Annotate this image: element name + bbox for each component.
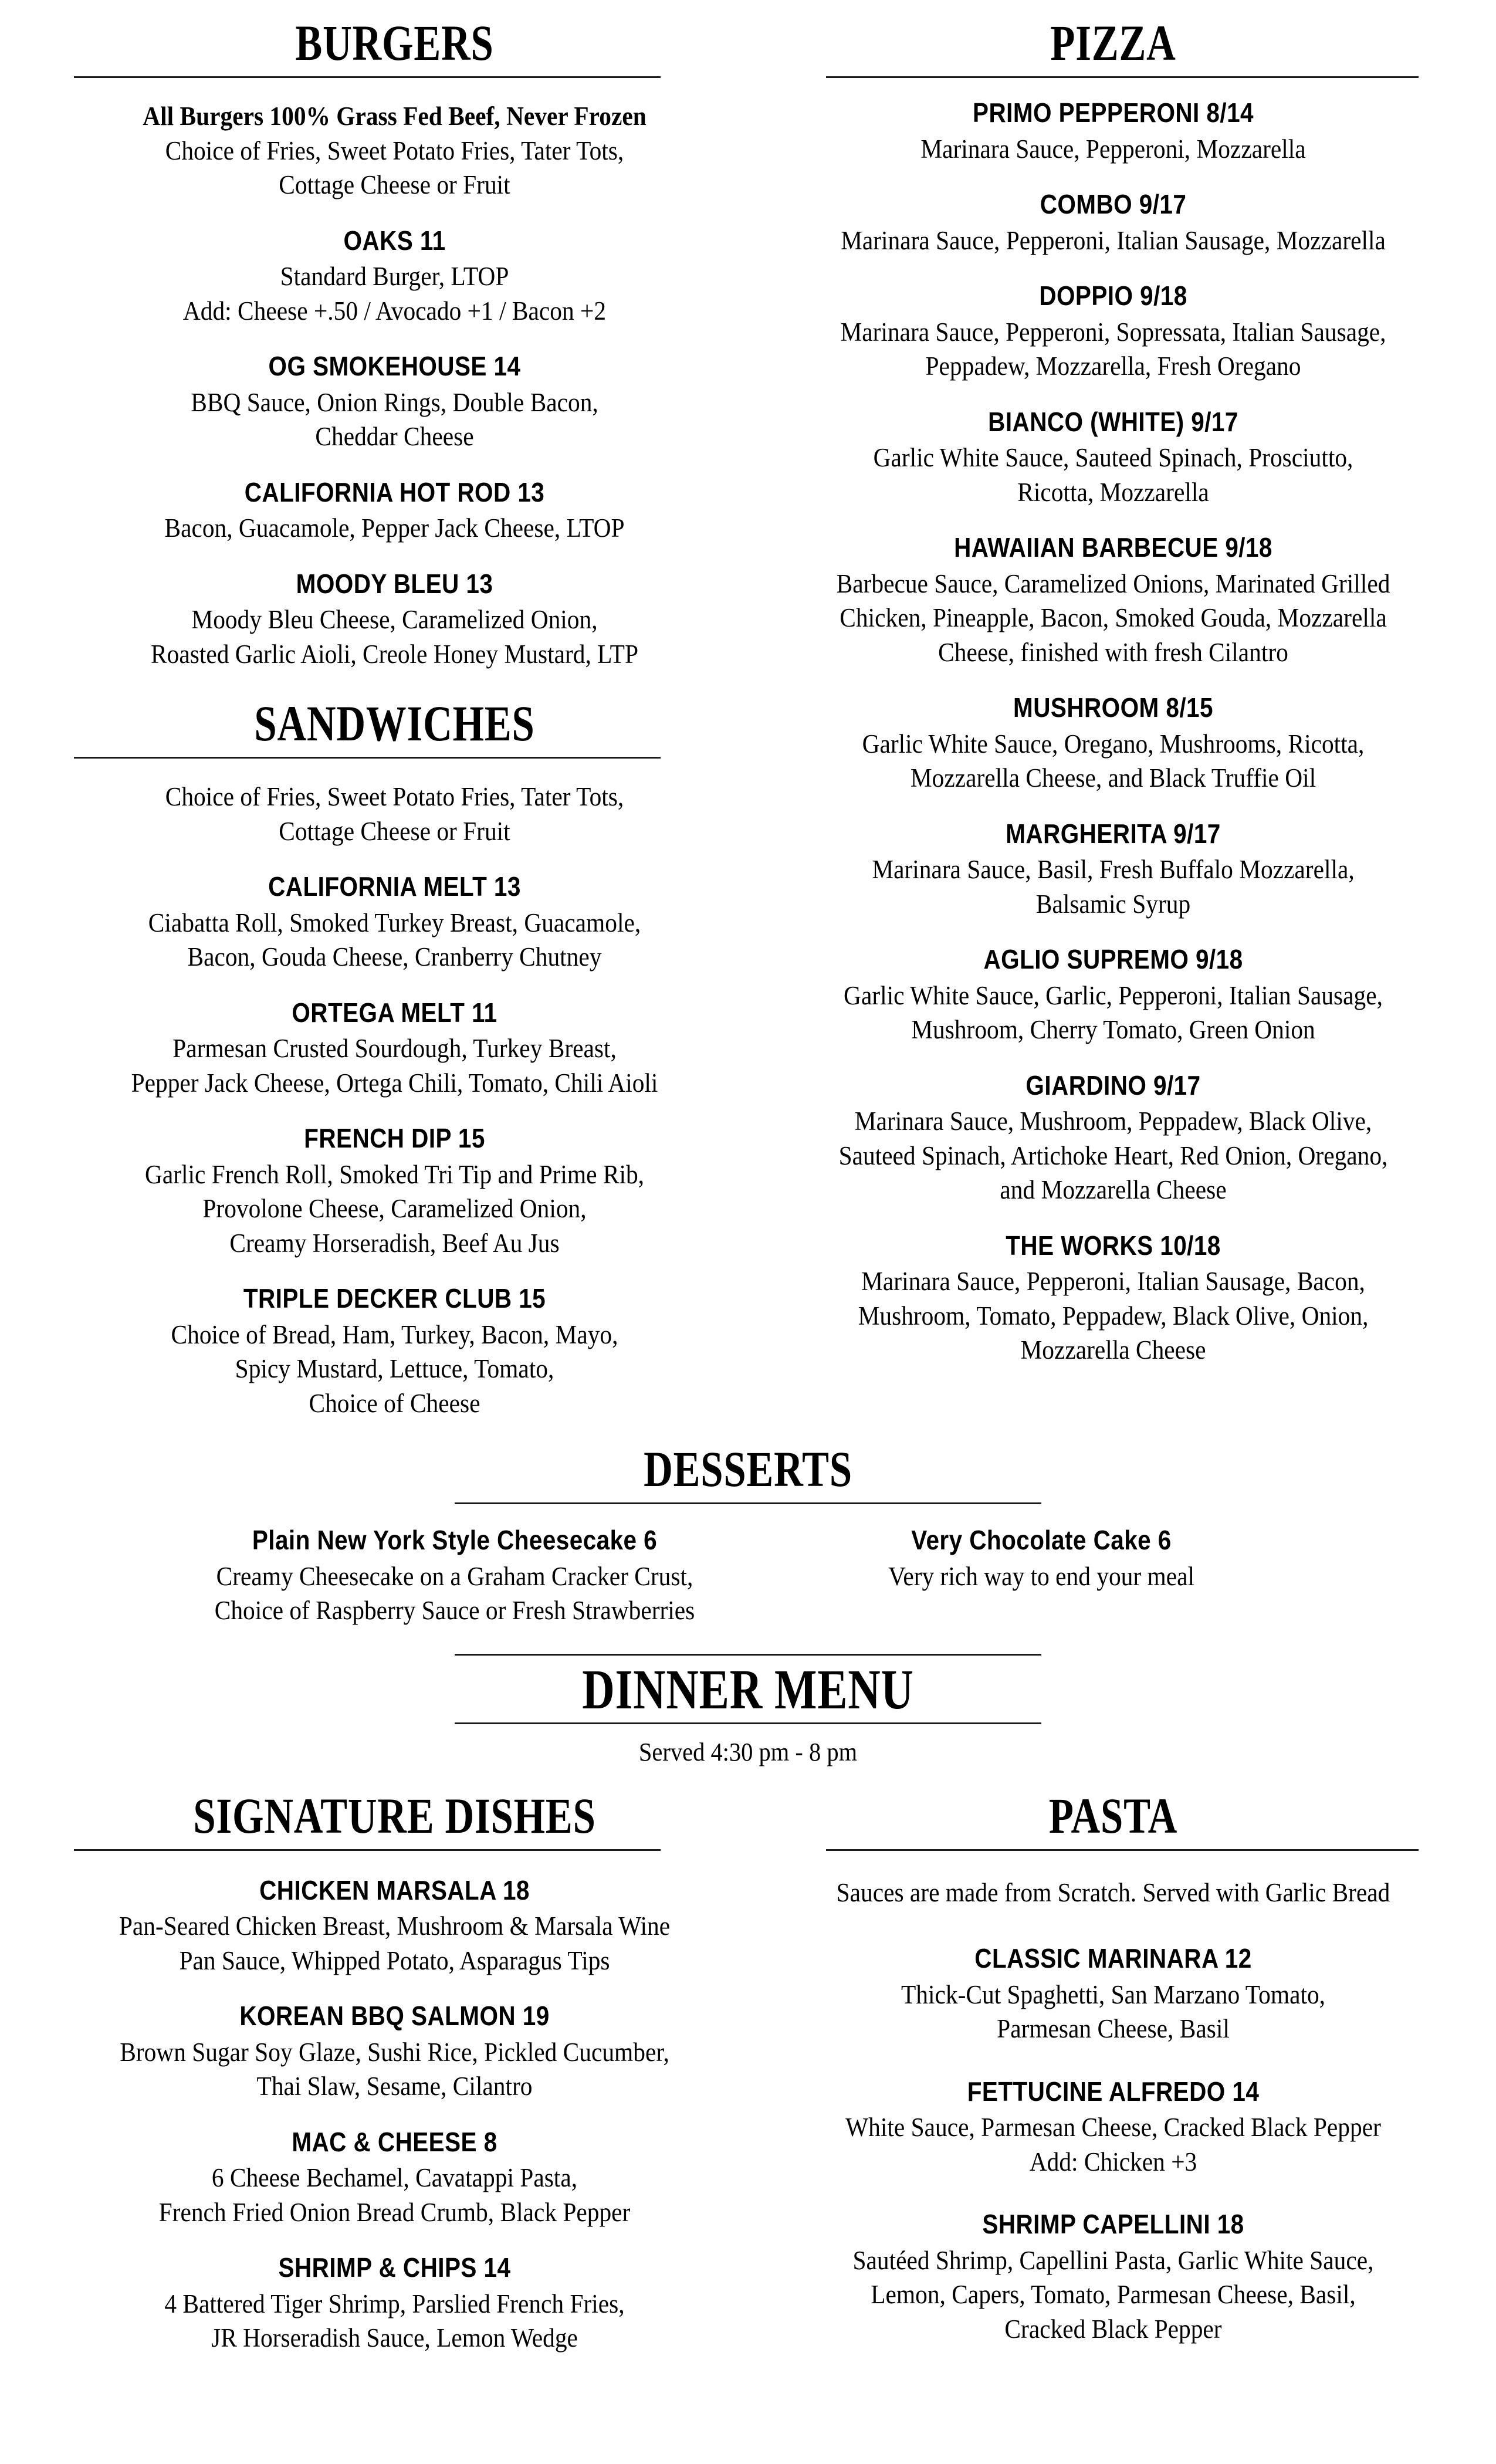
item-description <box>64 603 725 671</box>
item-name: SHRIMP CAPELLINI 18 <box>982 2209 1244 2240</box>
dinner-served-hours: Served 4:30 pm - 8 pm <box>638 1737 858 1766</box>
item-description <box>64 2035 725 2104</box>
left-column <box>35 15 754 1420</box>
signature-dishes-column <box>35 1787 754 2355</box>
item-description <box>783 979 1444 1047</box>
divider-signature-dishes <box>74 1849 661 1851</box>
menu-item <box>35 872 754 974</box>
menu-item <box>754 1944 1473 2046</box>
item-description <box>783 852 1444 921</box>
item-description <box>783 1264 1444 1368</box>
menu-item <box>754 693 1473 796</box>
section-title-sandwiches: SANDWICHES <box>254 695 535 752</box>
desserts-section <box>35 1441 1461 1628</box>
menu-item <box>35 226 754 329</box>
desc-line: Barbecue Sauce, Caramelized Onions, Marinated Grilled <box>836 568 1390 598</box>
menu-item <box>754 1071 1473 1207</box>
item-name: PRIMO PEPPERONI 8/14 <box>973 97 1254 128</box>
desc-line: Bacon, Guacamole, Pepper Jack Cheese, LTOP <box>164 513 625 543</box>
item-description <box>64 1031 725 1100</box>
item-description <box>783 567 1444 670</box>
desc-line: Choice of Bread, Ham, Turkey, Bacon, Mayo, <box>171 1319 618 1349</box>
item-name: MAC & CHEESE 8 <box>292 2126 497 2157</box>
item-name: ORTEGA MELT 11 <box>292 997 497 1028</box>
desserts-columns <box>35 1525 1461 1628</box>
pasta-column <box>754 1787 1473 2347</box>
item-name: CLASSIC MARINARA 12 <box>974 1943 1252 1974</box>
section-title-desserts: DESSERTS <box>644 1441 852 1498</box>
desc-line: Peppadew, Mozzarella, Fresh Oregano <box>925 351 1301 381</box>
desc-line: Provolone Cheese, Caramelized Onion, <box>202 1194 587 1224</box>
desc-line: Creamy Cheesecake on a Graham Cracker Crust, <box>216 1561 693 1591</box>
item-description <box>64 259 725 328</box>
item-description <box>64 385 725 454</box>
desc-line: Thai Slaw, Sesame, Cilantro <box>256 2072 533 2101</box>
desc-line: Mushroom, Cherry Tomato, Green Onion <box>911 1015 1315 1045</box>
menu-item <box>754 1231 1473 1368</box>
desc-line: Pepper Jack Cheese, Ortega Chili, Tomato, Chili Aioli <box>131 1068 658 1098</box>
desc-line: Chicken, Pineapple, Bacon, Smoked Gouda, Mozzarella <box>840 603 1387 633</box>
desc-line: BBQ Sauce, Onion Rings, Double Bacon, <box>191 387 598 417</box>
right-column <box>754 15 1473 1368</box>
burgers-intro <box>64 99 725 202</box>
item-name: HAWAIIAN BARBECUE 9/18 <box>954 532 1272 563</box>
divider-sandwiches <box>74 757 661 759</box>
item-description <box>64 1157 725 1261</box>
divider-pasta <box>826 1849 1419 1851</box>
burgers-intro-line-1: Choice of Fries, Sweet Potato Fries, Tater Tots, <box>165 136 624 165</box>
sandwiches-intro <box>64 780 725 848</box>
item-description <box>783 727 1444 796</box>
desc-line: Sautéed Shrimp, Capellini Pasta, Garlic White Sauce, <box>852 2245 1374 2275</box>
item-name: OAKS 11 <box>343 225 446 256</box>
pasta-intro: Sauces are made from Scratch. Served with Garlic Bread <box>836 1877 1390 1907</box>
menu-item <box>748 1525 1335 1628</box>
divider-dinner-top <box>455 1654 1041 1656</box>
item-name: MARGHERITA 9/17 <box>1006 818 1221 849</box>
menu-item <box>35 1284 754 1420</box>
menu-item <box>35 569 754 672</box>
desc-line: and Mozzarella Cheese <box>1000 1175 1227 1205</box>
menu-item <box>35 351 754 454</box>
menu-item <box>754 98 1473 166</box>
desc-line: Spicy Mustard, Lettuce, Tomato, <box>235 1354 554 1384</box>
item-name: GIARDINO 9/17 <box>1025 1069 1201 1101</box>
dinner-menu-banner <box>455 1654 1041 1724</box>
sandwiches-heading-block <box>35 695 754 759</box>
desc-line: Mozzarella Cheese, and Black Truffie Oil <box>910 763 1316 793</box>
item-description <box>64 2161 725 2229</box>
item-name: Very Chocolate Cake 6 <box>911 1525 1172 1556</box>
item-name: COMBO 9/17 <box>1040 189 1187 220</box>
item-description <box>783 132 1444 167</box>
menu-item <box>35 1876 754 1978</box>
signature-heading-block <box>35 1787 754 1851</box>
item-name: FRENCH DIP 15 <box>304 1123 485 1154</box>
desc-line: Marinara Sauce, Mushroom, Peppadew, Black Olive, <box>854 1106 1372 1136</box>
desc-line: Pan Sauce, Whipped Potato, Asparagus Tips <box>179 1945 610 1975</box>
desc-line: White Sauce, Parmesan Cheese, Cracked Black Pepper <box>845 2113 1381 2143</box>
desc-line: Choice of Cheese <box>309 1388 480 1418</box>
burgers-heading-block <box>35 15 754 78</box>
item-description <box>783 1978 1444 2046</box>
desc-line: JR Horseradish Sauce, Lemon Wedge <box>211 2323 578 2353</box>
item-description <box>783 2110 1444 2179</box>
desc-line: Add: Cheese +.50 / Avocado +1 / Bacon +2 <box>182 296 607 326</box>
sandwiches-intro-line-2: Cottage Cheese or Fruit <box>279 816 510 846</box>
item-description <box>64 1318 725 1421</box>
desc-line: Brown Sugar Soy Glaze, Sushi Rice, Pickled Cucumber, <box>120 2037 669 2067</box>
desc-line: Cheddar Cheese <box>315 422 474 452</box>
divider-burgers <box>74 76 661 78</box>
desc-line: Garlic White Sauce, Oregano, Mushrooms, Ricotta, <box>862 729 1365 759</box>
section-title-pasta: PASTA <box>1048 1787 1178 1844</box>
item-name: Plain New York Style Cheesecake 6 <box>252 1525 658 1556</box>
desc-line: Sauteed Spinach, Artichoke Heart, Red Onion, Oregano, <box>838 1140 1388 1170</box>
desc-line: Thick-Cut Spaghetti, San Marzano Tomato, <box>901 1979 1326 2009</box>
burgers-intro-bold: All Burgers 100% Grass Fed Beef, Never Frozen <box>143 101 647 131</box>
desc-line: Marinara Sauce, Pepperoni, Mozzarella <box>920 134 1306 164</box>
item-name: FETTUCINE ALFREDO 14 <box>967 2076 1260 2107</box>
section-title-dinner-menu: DINNER MENU <box>582 1657 914 1721</box>
divider-pizza <box>826 76 1419 78</box>
menu-item <box>35 2001 754 2104</box>
desc-line: Lemon, Capers, Tomato, Parmesan Cheese, Basil, <box>871 2280 1356 2310</box>
item-name: AGLIO SUPREMO 9/18 <box>983 944 1243 975</box>
item-name: MUSHROOM 8/15 <box>1013 692 1213 723</box>
desc-line: Ciabatta Roll, Smoked Turkey Breast, Guacamole, <box>148 908 641 937</box>
item-description <box>64 511 725 546</box>
desc-line: Marinara Sauce, Pepperoni, Italian Sausage, Mozzarella <box>841 225 1386 255</box>
menu-item <box>754 945 1473 1047</box>
menu-item <box>35 478 754 546</box>
item-description <box>783 315 1444 384</box>
desc-line: Pan-Seared Chicken Breast, Mushroom & Marsala Wine <box>119 1911 671 1941</box>
menu-item <box>161 1525 748 1628</box>
desc-line: Garlic White Sauce, Sauteed Spinach, Prosciutto, <box>873 443 1353 473</box>
desc-line: Ricotta, Mozzarella <box>1017 477 1209 507</box>
item-name: BIANCO (WHITE) 9/17 <box>988 406 1238 437</box>
desc-line: Creamy Horseradish, Beef Au Jus <box>229 1228 560 1258</box>
item-description <box>185 1559 725 1628</box>
desc-line: French Fried Onion Bread Crumb, Black Pepper <box>158 2197 631 2227</box>
desc-line: Very rich way to end your meal <box>888 1561 1194 1591</box>
item-name: THE WORKS 10/18 <box>1006 1230 1221 1261</box>
desc-line: Parmesan Cheese, Basil <box>997 2014 1230 2044</box>
menu-item <box>35 2253 754 2355</box>
item-description <box>64 1909 725 1978</box>
desc-line: Cracked Black Pepper <box>1004 2314 1222 2344</box>
item-name: TRIPLE DECKER CLUB 15 <box>243 1283 546 1314</box>
item-name: KOREAN BBQ SALMON 19 <box>239 2001 550 2032</box>
pasta-heading-block <box>754 1787 1473 1851</box>
menu-item <box>754 2077 1473 2179</box>
item-name: OG SMOKEHOUSE 14 <box>268 351 521 382</box>
desc-line: Mushroom, Tomato, Peppadew, Black Olive, Onion, <box>858 1301 1369 1331</box>
section-title-signature-dishes: SIGNATURE DISHES <box>193 1787 596 1844</box>
desc-line: Garlic French Roll, Smoked Tri Tip and Prime Rib, <box>144 1159 645 1189</box>
item-name: CALIFORNIA MELT 13 <box>268 871 521 902</box>
desc-line: Choice of Raspberry Sauce or Fresh Strawberries <box>214 1596 695 1626</box>
desc-line: Roasted Garlic Aioli, Creole Honey Mustard, LTP <box>151 639 638 669</box>
bottom-columns <box>35 1787 1461 2355</box>
section-title-burgers: BURGERS <box>295 15 494 71</box>
desc-line: Parmesan Crusted Sourdough, Turkey Breast, <box>172 1034 617 1064</box>
menu-item <box>35 1123 754 1260</box>
menu-item <box>754 189 1473 258</box>
menu-item <box>754 533 1473 669</box>
menu-item <box>35 998 754 1101</box>
item-name: CHICKEN MARSALA 18 <box>259 1874 530 1905</box>
desc-line: 6 Cheese Bechamel, Cavatappi Pasta, <box>211 2163 578 2193</box>
item-name: SHRIMP & CHIPS 14 <box>278 2252 511 2283</box>
desc-line: Mozzarella Cheese <box>1020 1335 1206 1365</box>
item-description <box>771 1559 1311 1594</box>
item-description <box>64 906 725 974</box>
desc-line: Moody Bleu Cheese, Caramelized Onion, <box>191 605 598 635</box>
menu-item <box>754 2209 1473 2346</box>
desc-line: Marinara Sauce, Pepperoni, Italian Sausage, Bacon, <box>861 1267 1365 1297</box>
desc-line: Marinara Sauce, Basil, Fresh Buffalo Mozzarella, <box>872 855 1355 885</box>
item-description <box>783 1104 1444 1207</box>
menu-item <box>754 281 1473 384</box>
desc-line: 4 Battered Tiger Shrimp, Parslied French Fries, <box>164 2289 625 2319</box>
desc-line: Garlic White Sauce, Garlic, Pepperoni, Italian Sausage, <box>844 980 1383 1010</box>
section-title-pizza: PIZZA <box>1050 15 1176 71</box>
top-columns <box>35 15 1461 1420</box>
item-description <box>64 2287 725 2355</box>
desc-line: Add: Chicken +3 <box>1029 2147 1197 2177</box>
sandwiches-intro-line-1: Choice of Fries, Sweet Potato Fries, Tater Tots, <box>165 782 624 812</box>
item-name: MOODY BLEU 13 <box>296 568 493 599</box>
desc-line: Bacon, Gouda Cheese, Cranberry Chutney <box>187 942 602 972</box>
menu-item <box>754 819 1473 922</box>
menu-item <box>35 2127 754 2230</box>
desserts-heading-block <box>35 1441 1461 1504</box>
burgers-intro-line-2: Cottage Cheese or Fruit <box>279 170 510 199</box>
desc-line: Standard Burger, LTOP <box>280 262 509 292</box>
item-name: CALIFORNIA HOT ROD 13 <box>244 476 545 507</box>
desc-line: Marinara Sauce, Pepperoni, Sopressata, Italian Sausage, <box>840 317 1386 347</box>
item-name: DOPPIO 9/18 <box>1039 280 1187 312</box>
divider-dinner-bottom <box>455 1722 1041 1724</box>
menu-item <box>754 407 1473 510</box>
item-description <box>783 224 1444 258</box>
pizza-heading-block <box>754 15 1473 78</box>
item-description <box>783 441 1444 509</box>
desc-line: Cheese, finished with fresh Cilantro <box>938 637 1288 667</box>
item-description <box>783 2243 1444 2347</box>
divider-desserts <box>455 1502 1041 1504</box>
desc-line: Balsamic Syrup <box>1035 889 1191 919</box>
